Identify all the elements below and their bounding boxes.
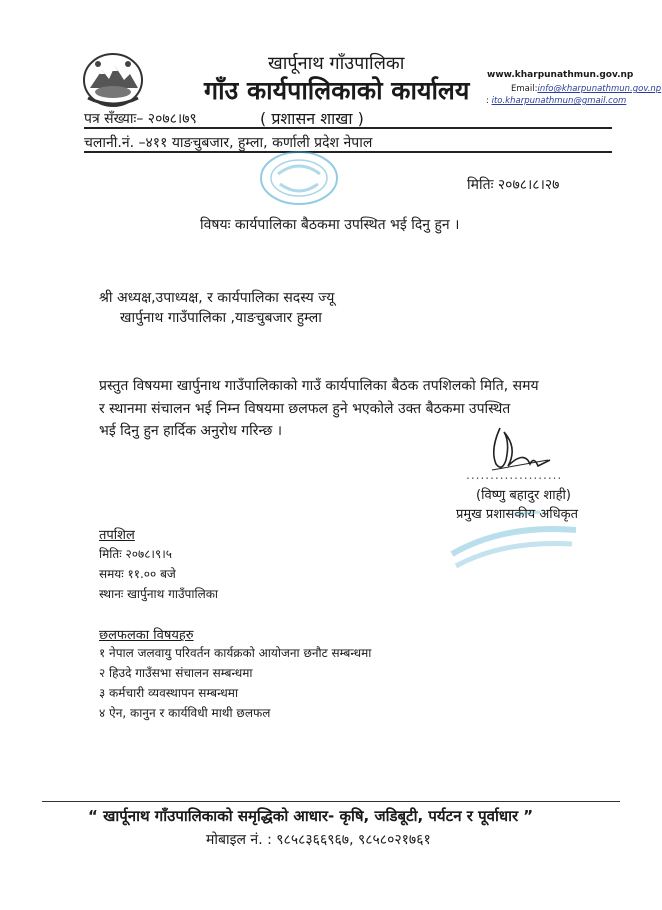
email-line: [511, 84, 661, 94]
email-link[interactable]: info@kharpunathmun.gov.np: [537, 84, 662, 94]
header-divider-top: [84, 127, 612, 129]
email-label: Email:: [511, 84, 538, 94]
office-stamp-icon: [254, 148, 344, 208]
footer-divider: [42, 801, 620, 802]
ito-label: :: [486, 96, 489, 106]
officer-stamp-icon: [444, 510, 584, 570]
topic-item: ३ कर्मचारी व्यवस्थापन सम्बन्धमा: [99, 686, 239, 700]
addressee-line-2: खार्पुनाथ गाउँपालिका ,याङचुबजार हुम्ला: [120, 310, 322, 326]
letter-number: पत्र सँख्याः– २०७८।७९: [84, 111, 197, 127]
schedule-time: समयः ११.०० बजे: [99, 567, 176, 581]
branch-name: ( प्रशासन शाखा ): [260, 109, 364, 128]
letter-date: मितिः २०७८।८।२७: [467, 177, 560, 193]
ito-email-link[interactable]: ito.kharpunathmun@gmail.com: [491, 96, 627, 106]
topic-item: १ नेपाल जलवायु परिवर्तन कार्यक्रको आयोजना छनौट सम्बन्धमा: [99, 646, 372, 660]
office-name: खार्पूनाथ गाँउपालिका: [268, 53, 405, 74]
nepal-emblem-logo: [82, 52, 144, 108]
schedule-date: मितिः २०७८।९।५: [99, 547, 173, 561]
signatory-title: प्रमुख प्रशासकीय अधिकृत: [456, 507, 579, 522]
addressee-line-1: श्री अध्यक्ष,उपाध्यक्ष, र कार्यपालिका सदस्य ज्यू: [99, 290, 335, 306]
footer-motto: “ खार्पूनाथ गाँउपालिकाको समृद्धिको आधार- कृषि, जडिबूटी, पर्यटन र पूर्वाधार ”: [88, 807, 534, 825]
schedule-heading: तपशिल: [99, 528, 135, 543]
topic-item: ४ ऐन, कानुन र कार्यविधी माथी छलफल: [99, 706, 271, 720]
schedule-place: स्थानः खार्पुनाथ गाउँपालिका: [99, 587, 219, 601]
signature-line: ....................: [466, 468, 563, 482]
body-line-1: प्रस्तुत विषयमा खार्पुनाथ गाउँपालिकाको गाउँ कार्यपालिका बैठक तपशिलको मिति, समय: [99, 378, 539, 394]
office-title: गाँउ कार्यपालिकाको कार्यालय: [204, 76, 470, 105]
website-link[interactable]: www.kharpunathmun.gov.np: [487, 70, 634, 80]
dispatch-number: चलानी.नं. –४११ याङचुबजार, हुम्ला, कर्णाली प्रदेश नेपाल: [84, 135, 373, 151]
letter-subject: विषयः कार्यपालिका बैठकमा उपस्थित भई दिनु हुन ।: [200, 217, 460, 233]
topics-heading: छलफलका विषयहरु: [99, 628, 194, 643]
header-divider-bottom: [84, 151, 612, 153]
body-line-2: र स्थानमा संचालन भई निम्न विषयमा छलफल हुने भएकोले उक्त बैठकमा उपस्थित: [99, 401, 511, 417]
ito-email-line: [486, 96, 626, 106]
signatory-name: (विष्णु बहादुर शाही): [476, 488, 571, 503]
topic-item: २ हिउदे गाउँसभा संचालन सम्बन्धमा: [99, 666, 253, 680]
footer-mobile: मोबाइल नं. : ९८५८३६६९६७, ९८५८०२१७६१: [206, 832, 431, 848]
body-line-3: भई दिनु हुन हार्दिक अनुरोध गरिन्छ ।: [99, 423, 283, 439]
